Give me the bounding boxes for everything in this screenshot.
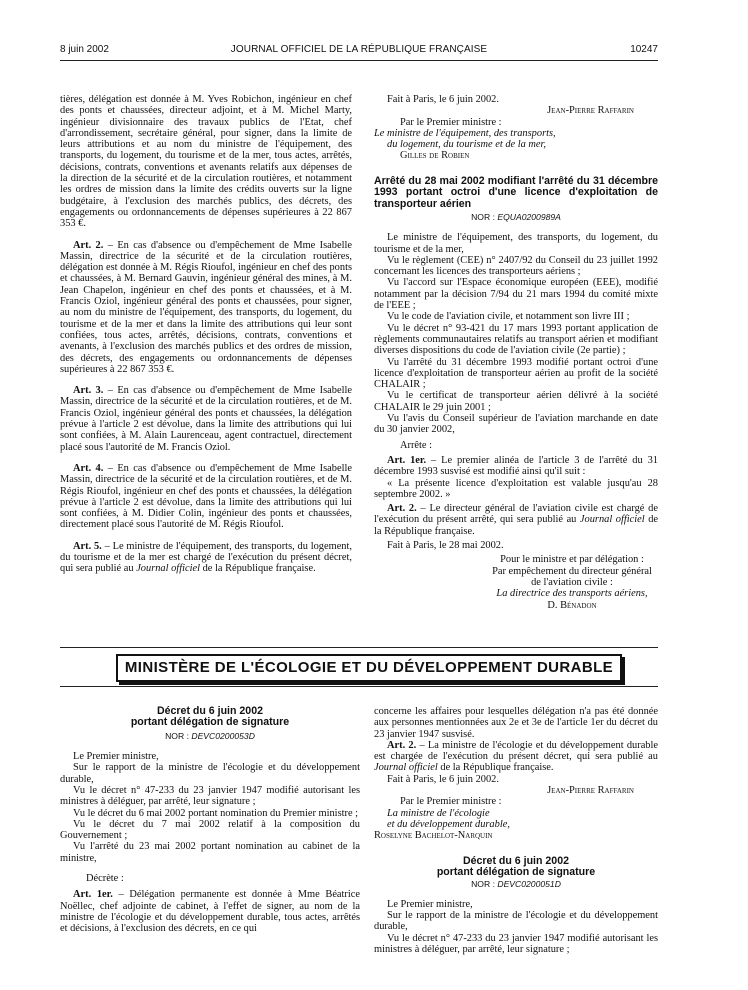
header-journal-title: JOURNAL OFFICIEL DE LA RÉPUBLIQUE FRANÇAISE [230, 44, 488, 55]
decree-subtitle: portant délégation de signature [130, 716, 290, 729]
header-date: 8 juin 2002 [60, 44, 109, 55]
decree-author: Le Premier ministre, [387, 898, 473, 910]
right-column-bottom [374, 706, 658, 955]
article-label: Art. 3. [73, 385, 104, 397]
left-column-top [60, 94, 352, 575]
article-2: Art. 2. – En cas d'absence ou d'empêchement de Mme Isabelle Massin, directrice de la sécurité et de la circulation routières, délégation est donnée à M. Régis Rioufol, ingénieur en chef des ponts et chaussées, à M. Bernard Gauvin, ingénieur général des mines, à M. Jean Chapelon, ingénieur en chef des ponts et chaussées, et à M. Francis Oziol, ingénieur général des ponts et chaussées, pour signer, au nom du ministre de l'équipement, des transports, du logement, du tourisme et de la mer et dans la limite des attributions qui leur sont confiées, tous actes, arrêtés, décisions, contrats, conventions et avenants, à l'exclusion des marchés publics et des ordres de mission, des décrets, des engagements ou ordonnancements de dépenses supérieures à 22 867 353 €. [60, 239, 352, 375]
article-1: Art. 1er. – Délégation permanente est donnée à Mme Béatrice Noëllec, chef adjointe de cabinet, à l'effet de signer, au nom de la ministre de l'écologie et du développement durable, tous actes, arrêtés et décisions, à l'exclusion des décrets, en ce qui [60, 889, 360, 935]
countersigning-minister-title: La ministre de l'écologie [387, 807, 490, 819]
decree-author: Le Premier ministre, [73, 751, 159, 763]
nor-code: EQUA0200989A [497, 212, 561, 222]
nor-code: DEVC0200051D [497, 879, 561, 890]
article-label: Art. 4. [73, 462, 104, 474]
journal-officiel-ref: Journal officiel [136, 563, 200, 575]
article-2: Art. 2. – La ministre de l'écologie et du développement durable est chargée de l'exécution du présent décret, qui sera publié au Journal officiel de la République française. [374, 739, 658, 774]
visa-1: Vu le décret n° 47-233 du 23 janvier 1947 modifié autorisant les ministres à déléguer, par arrêté, leur signature ; [374, 932, 658, 955]
rapport: Sur le rapport de la ministre de l'écologie et du développement durable, [60, 762, 360, 785]
signatory-name: Jean-Pierre Raffarin [547, 785, 634, 797]
header-page-number: 10247 [630, 44, 658, 55]
signatory-name: D. Bénadon [547, 599, 597, 611]
signing-place-date: Fait à Paris, le 6 juin 2002. [387, 94, 499, 105]
visa-1: Vu le règlement (CEE) n° 2407/92 du Conseil du 23 juillet 1992 concernant les licences des transporteurs aériens ; [374, 254, 658, 278]
visa-2: Vu l'accord sur l'Espace économique européen (EEE), modifié notamment par la décision 7/94 du 21 mars 1994 du comité mixte de l'EEE ; [374, 277, 658, 312]
by-prime-minister: Par le Premier ministre : [400, 116, 502, 128]
decree-title: Décret du 6 juin 2002 [157, 705, 263, 717]
continued-paragraph: tières, délégation est donnée à M. Yves Robichon, ingénieur en chef des ponts et chaussées, directeur adjoint, et à M. Michel Marty, ingénieur divisionnaire des travaux publics de l'Etat, chef d'arrondissement, secrétaire général, pour signer, dans la limite de leurs attributions et au nom du ministre de l'équipement, des transports, du logement, du tourisme et de la mer, tous actes, arrêtés, décisions, contrats, conventions et avenants relatifs aux dépenses de la direction de la sécurité et de la circulation routières, et notamment les ordres de mission dans la limite des crédits ouverts sur la ligne budgétaire, à l'exclusion des marchés publics, des décrets, des engagements ou ordonnancements de dépenses supérieures à 22 867 353 €. [60, 94, 352, 230]
left-column-bottom [60, 706, 360, 935]
article-1: Art. 1er. – Le premier alinéa de l'article 3 de l'arrêté du 31 décembre 1993 susvisé est modifié ainsi qu'il suit : [374, 454, 658, 478]
journal-officiel-ref: Journal officiel [579, 514, 645, 526]
rapport: Sur le rapport de la ministre de l'écologie et du développement durable, [374, 909, 658, 933]
nor-reference: NOR : DEVC0200051D [471, 879, 561, 890]
countersigning-minister-name: Gilles de Robien [400, 150, 470, 162]
right-column-top [374, 94, 658, 611]
visa-7: Vu l'avis du Conseil supérieur de l'aviation marchande en date du 30 janvier 2002, [374, 413, 658, 436]
article-5: Art. 5. – Le ministre de l'équipement, des transports, du logement, du tourisme et de la mer est chargé de l'exécution du présent décret, qui sera publié au Journal officiel de la République française. [60, 540, 352, 575]
article-label: Art. 2. [73, 239, 104, 251]
continued-paragraph: concerne les affaires pour lesquelles délégation n'a pas été donnée aux personnes mentionnées aux 2e et 3e de l'article 1er du décret du 23 janvier 1947 susvisé. [374, 706, 658, 740]
nor-code: DEVC0200053D [191, 730, 255, 741]
article-label: Art. 2. [387, 503, 417, 515]
article-label: Art. 2. [387, 739, 417, 751]
article-4: Art. 4. – En cas d'absence ou d'empêchement de Mme Isabelle Massin, directrice de la sécurité et de la circulation routières, et de M. Régis Rioufol, ingénieur en chef des ponts et chaussées, la délégation prévue à l'article 2 est dévolue, dans la limite des attributions qui lui sont confiées, à M. Didier Colin, ingénieur des ponts et chaussées, directement placé sous l'autorité de M. Régis Rioufol. [60, 462, 352, 531]
arrete-keyword: Arrête : [400, 439, 433, 451]
arrete-title: Arrêté du 28 mai 2002 modifiant l'arrêté du 31 décembre 1993 portant octroi d'une licence d'exploitation de transporteur aérien [374, 174, 658, 210]
article-2: Art. 2. – Le directeur général de l'aviation civile est chargé de l'exécution du présent arrêté, qui sera publié au Journal officiel de la République française. [374, 503, 659, 537]
article-label: Art. 1er. [387, 454, 427, 466]
article-label: Art. 1er. [73, 889, 113, 901]
countersigning-minister-name: Roselyne Bachelot-Narquin [374, 830, 493, 842]
visa-4: Vu l'arrêté du 23 mai 2002 portant nomination au cabinet de la ministre, [60, 841, 360, 864]
nor-reference: NOR : EQUA0200989A [471, 212, 561, 222]
visa-3: Vu le code de l'aviation civile, et notamment son livre III ; [387, 311, 630, 323]
countersigning-minister-title-2: et du développement durable, [387, 818, 510, 830]
decrete-keyword: Décrète : [86, 873, 124, 885]
visa-4: Vu le décret n° 93-421 du 17 mars 1993 portant application de règlements communautaires relatifs au transport aérien et modifiant diverses dispositions du code de l'aviation civile (2e partie) ; [374, 322, 658, 357]
delegation-signature-block: Pour le ministre et par délégation : Par empêchement du directeur général de l'aviation civile : La directrice des transports aériens, D. Bénadon [374, 554, 658, 610]
signatory-name: Jean-Pierre Raffarin [547, 105, 634, 117]
header-rule [60, 60, 658, 61]
visa-6: Vu le certificat de transporteur aérien délivré à la société CHALAIR le 29 juin 2001 ; [374, 390, 658, 413]
decree-subtitle: portant délégation de signature [436, 865, 596, 878]
visa-3: Vu le décret du 7 mai 2002 relatif à la composition du Gouvernement ; [60, 818, 360, 842]
quoted-amendment: « La présente licence d'exploitation est valable jusqu'au 28 septembre 2002. » [374, 477, 658, 500]
article-label: Art. 5. [73, 540, 102, 552]
visa-2: Vu le décret du 6 mai 2002 portant nomination du Premier ministre ; [73, 807, 359, 819]
ministry-heading: MINISTÈRE DE L'ÉCOLOGIE ET DU DÉVELOPPEMENT DURABLE [116, 654, 622, 682]
countersigning-minister-title-2: du logement, du tourisme et de la mer, [387, 139, 547, 151]
visa-1: Vu le décret n° 47-233 du 23 janvier 1947 modifié autorisant les ministres à déléguer, par arrêté, leur signature ; [60, 785, 360, 808]
journal-officiel-ref: Journal officiel [374, 762, 438, 774]
signing-place-date: Fait à Paris, le 6 juin 2002. [387, 773, 499, 785]
ministry-section-band [60, 647, 658, 687]
visa-minister: Le ministre de l'équipement, des transports, du logement, du tourisme et de la mer, [374, 232, 658, 255]
signing-place-date: Fait à Paris, le 28 mai 2002. [387, 540, 504, 552]
countersigning-minister-title: Le ministre de l'équipement, des transports, [374, 127, 556, 139]
page-header [60, 44, 658, 58]
visa-5: Vu l'arrêté du 31 décembre 1993 modifié portant octroi d'une licence d'exploitation de transporteur aérien au profit de la société CHALAIR ; [374, 356, 658, 391]
nor-reference: NOR : DEVC0200053D [165, 730, 255, 741]
article-3: Art. 3. – En cas d'absence ou d'empêchement de Mme Isabelle Massin, directrice de la sécurité et de la circulation routières, et de M. Francis Oziol, ingénieur général des ponts et chaussées, la délégation prévue à l'article 2 est dévolue, dans la limite des attributions qui lui sont confiées, à M. Alain Laurenceau, agent contractuel, directement placé sous l'autorité de M. Francis Oziol. [60, 385, 352, 453]
decree-title: Décret du 6 juin 2002 [463, 854, 569, 867]
by-prime-minister: Par le Premier ministre : [400, 796, 502, 808]
